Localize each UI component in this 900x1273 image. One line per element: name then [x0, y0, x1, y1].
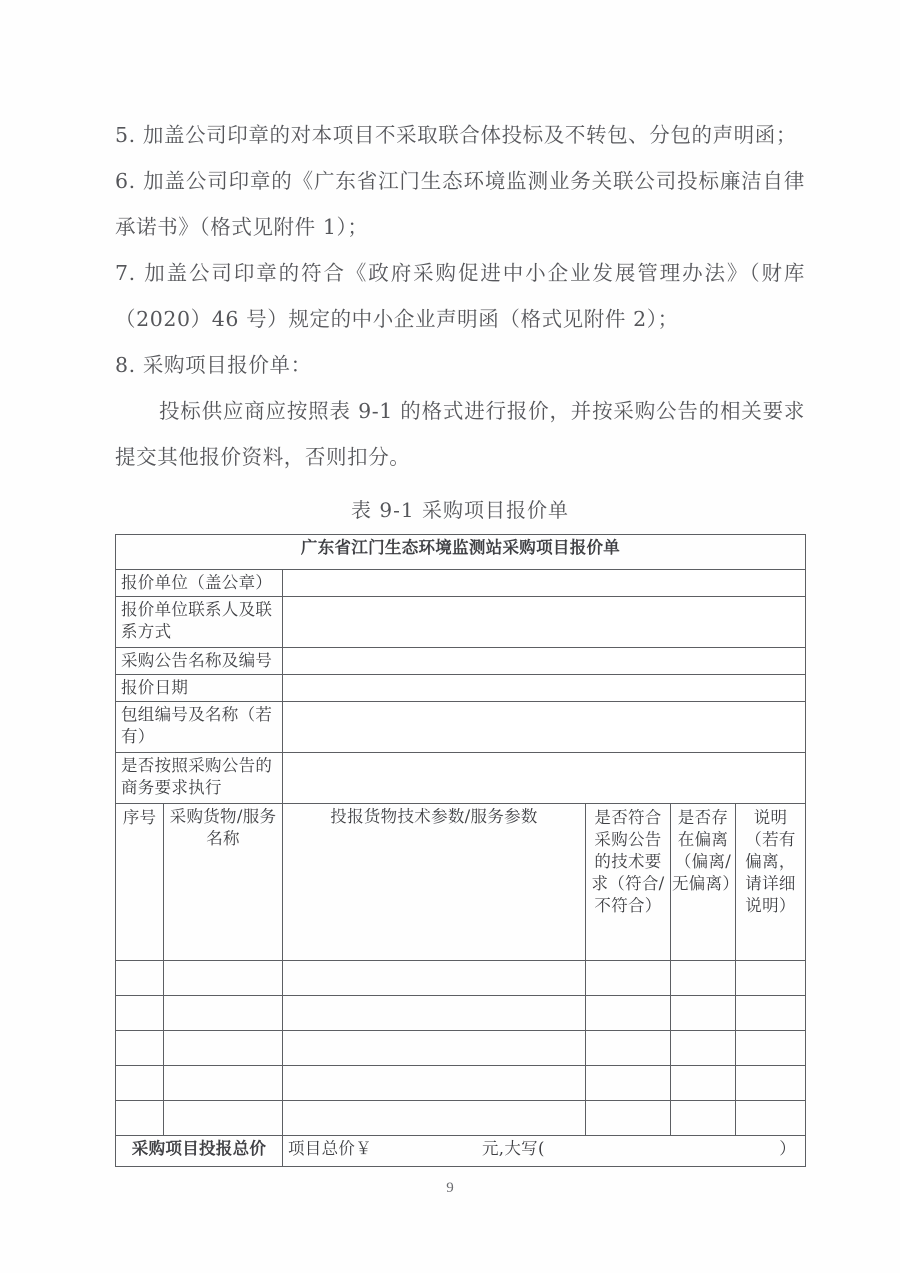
info-value-3[interactable]	[283, 675, 806, 702]
data-cell[interactable]	[116, 996, 164, 1031]
table-row	[116, 675, 806, 702]
data-cell[interactable]	[283, 1031, 586, 1066]
data-cell[interactable]	[736, 1031, 806, 1066]
data-cell[interactable]	[164, 1031, 283, 1066]
table-caption: 表 9-1 采购项目报价单	[351, 498, 569, 522]
table-column-header-row	[116, 804, 806, 961]
total-value-unit: 元,大写(	[482, 1139, 545, 1158]
total-label: 采购项目投报总价	[116, 1136, 283, 1167]
column-header-seq: 序号	[116, 804, 164, 961]
table-row	[116, 648, 806, 675]
column-header-tech-params: 投报货物技术参数/服务参数	[283, 804, 586, 961]
data-cell[interactable]	[671, 961, 736, 996]
data-cell[interactable]	[586, 1066, 671, 1101]
data-cell[interactable]	[671, 1066, 736, 1101]
data-cell[interactable]	[736, 1101, 806, 1136]
info-label-4: 包组编号及名称（若有）	[116, 702, 283, 753]
data-cell[interactable]	[164, 1101, 283, 1136]
data-cell[interactable]	[164, 961, 283, 996]
data-cell[interactable]	[283, 996, 586, 1031]
data-cell[interactable]	[736, 996, 806, 1031]
data-cell[interactable]	[116, 961, 164, 996]
data-cell[interactable]	[164, 996, 283, 1031]
table-row	[116, 1031, 806, 1066]
data-cell[interactable]	[116, 1101, 164, 1136]
data-cell[interactable]	[671, 1031, 736, 1066]
data-cell[interactable]	[164, 1066, 283, 1101]
total-value-prefix: 项目总价￥	[288, 1139, 372, 1158]
list-item-5: 5. 加盖公司印章的对本项目不采取联合体投标及不转包、分包的声明函；	[115, 123, 797, 147]
info-value-4[interactable]	[283, 702, 806, 753]
data-cell[interactable]	[283, 1066, 586, 1101]
table-row	[116, 996, 806, 1031]
quotation-form-table	[115, 534, 806, 1167]
page-content	[115, 112, 805, 1167]
info-label-2: 采购公告名称及编号	[116, 648, 283, 675]
page-number: 9	[446, 1180, 454, 1196]
data-cell[interactable]	[586, 996, 671, 1031]
column-header-deviation: 是否存在偏离（偏离/无偏离）	[671, 804, 736, 961]
body-paragraph: 投标供应商应按照表 9-1 的格式进行报价，并按采购公告的相关要求提交其他报价资料，否则扣分。	[115, 399, 805, 469]
table-row	[116, 702, 806, 753]
table-banner-row	[116, 535, 806, 570]
data-cell[interactable]	[586, 961, 671, 996]
list-item-6: 6. 加盖公司印章的《广东省江门生态环境监测业务关联公司投标廉洁自律承诺书》（格式见附件 1）；	[115, 169, 805, 239]
table-banner: 广东省江门生态环境监测站采购项目报价单	[116, 535, 806, 570]
table-total-row	[116, 1136, 806, 1167]
data-cell[interactable]	[283, 1101, 586, 1136]
data-cell[interactable]	[736, 961, 806, 996]
data-cell[interactable]	[116, 1031, 164, 1066]
table-row	[116, 1101, 806, 1136]
info-value-0[interactable]	[283, 570, 806, 597]
info-label-1: 报价单位联系人及联系方式	[116, 597, 283, 648]
column-header-item-name: 采购货物/服务名称	[164, 804, 283, 961]
table-row	[116, 753, 806, 804]
table-row	[116, 1066, 806, 1101]
info-value-2[interactable]	[283, 648, 806, 675]
info-value-5[interactable]	[283, 753, 806, 804]
data-cell[interactable]	[116, 1066, 164, 1101]
table-row	[116, 961, 806, 996]
column-header-compliance: 是否符合采购公告的技术要求（符合/不符合）	[586, 804, 671, 961]
info-value-1[interactable]	[283, 597, 806, 648]
data-cell[interactable]	[736, 1066, 806, 1101]
table-row	[116, 570, 806, 597]
list-item-7: 7. 加盖公司印章的符合《政府采购促进中小企业发展管理办法》（财库（2020）46 号）规定的中小企业声明函（格式见附件 2）；	[115, 261, 805, 331]
info-label-5: 是否按照采购公告的商务要求执行	[116, 753, 283, 804]
total-value-suffix: ）	[779, 1139, 797, 1158]
total-value-cell[interactable]	[283, 1136, 806, 1167]
data-cell[interactable]	[586, 1101, 671, 1136]
info-label-3: 报价日期	[116, 675, 283, 702]
data-cell[interactable]	[671, 996, 736, 1031]
column-header-remark: 说明（若有偏离，请详细说明）	[736, 804, 806, 961]
table-row	[116, 597, 806, 648]
data-cell[interactable]	[586, 1031, 671, 1066]
list-item-8: 8. 采购项目报价单：	[115, 353, 312, 377]
info-label-0: 报价单位（盖公章）	[116, 570, 283, 597]
data-cell[interactable]	[283, 961, 586, 996]
data-cell[interactable]	[671, 1101, 736, 1136]
